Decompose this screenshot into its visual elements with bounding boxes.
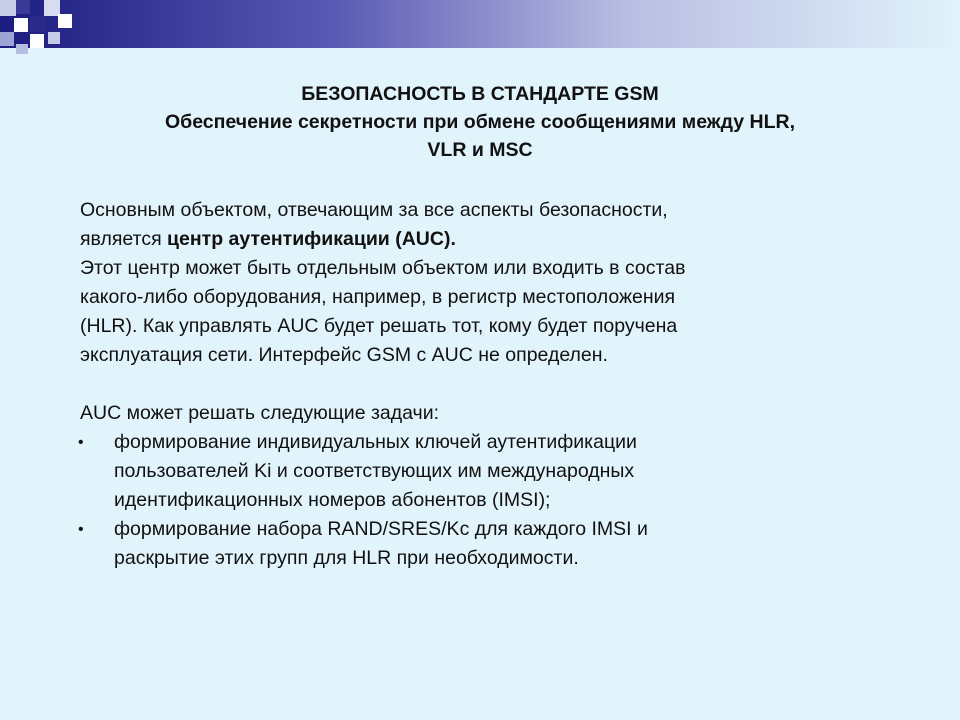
paragraph-text: является (80, 228, 168, 250)
auc-term: центр аутентификации (AUC). (167, 228, 456, 250)
decorative-square (16, 0, 30, 14)
header-gradient-band (0, 0, 960, 48)
bullet-line: формирование индивидуальных ключей аутентификации (114, 431, 637, 453)
subtitle-line: Обеспечение секретности при обмене сообщениями между HLR, (164, 111, 795, 133)
decorative-square (30, 34, 44, 48)
bullet-line: раскрытие этих групп для HLR при необходимости. (114, 547, 579, 569)
paragraph-line: (HLR). Как управлять AUC будет решать тот, кому будет поручена (80, 315, 678, 337)
tasks-intro: AUC может решать следующие задачи: (80, 402, 440, 424)
bullet-line: идентификационных номеров абонентов (IMSI); (114, 489, 551, 511)
slide-body (80, 196, 880, 573)
paragraph-line: какого-либо оборудования, например, в регистр местоположения (80, 286, 676, 308)
title-line: БЕЗОПАСНОСТЬ В СТАНДАРТЕ GSM (301, 83, 659, 105)
decorative-square (16, 44, 28, 54)
decorative-square (30, 16, 46, 32)
slide-title (60, 80, 900, 164)
paragraph-line: эксплуатация сети. Интерфейс GSM с AUC не определен. (80, 344, 608, 366)
decorative-square (58, 14, 72, 28)
bullet-item (80, 515, 880, 573)
decorative-square (0, 0, 16, 16)
paragraph-line: Этот центр может быть отдельным объектом или входить в состав (80, 257, 686, 279)
bullet-line: формирование набора RAND/SRES/Kc для каждого IMSI и (114, 518, 648, 540)
decorative-square (48, 32, 60, 44)
subtitle-line: VLR и MSC (427, 139, 533, 161)
paragraph-line (80, 225, 880, 254)
bullet-icon: • (78, 521, 84, 538)
bullet-item (80, 428, 880, 515)
bullet-line: пользователей Ki и соответствующих им международных (114, 460, 635, 482)
decorative-square (14, 18, 28, 32)
spacer (80, 370, 880, 399)
bullet-icon: • (78, 434, 84, 451)
decorative-square (0, 32, 14, 46)
paragraph-line: Основным объектом, отвечающим за все аспекты безопасности, (80, 199, 668, 221)
